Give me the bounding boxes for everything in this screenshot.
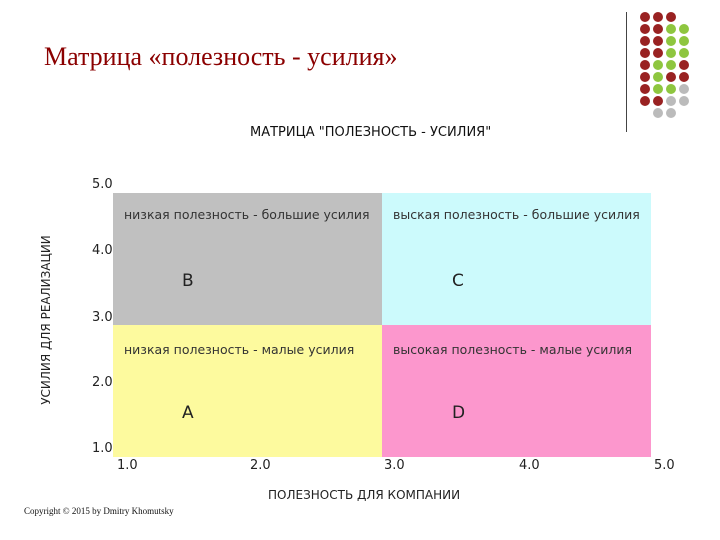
decorative-dot xyxy=(666,36,676,46)
decorative-dot xyxy=(640,48,650,58)
x-tick-label: 3.0 xyxy=(384,458,405,473)
decorative-dot xyxy=(666,72,676,82)
decorative-dot xyxy=(640,60,650,70)
decorative-dot xyxy=(653,48,663,58)
y-tick-label: 5.0 xyxy=(92,177,113,192)
decorative-dot xyxy=(666,60,676,70)
y-tick-label: 1.0 xyxy=(92,441,113,456)
decorative-dot xyxy=(679,84,689,94)
x-tick-label: 4.0 xyxy=(519,458,540,473)
x-axis-label: ПОЛЕЗНОСТЬ ДЛЯ КОМПАНИИ xyxy=(268,488,461,502)
y-tick-label: 2.0 xyxy=(92,375,113,390)
quadrant-a-letter: A xyxy=(182,403,194,423)
y-tick-label: 3.0 xyxy=(92,310,113,325)
decorative-dot xyxy=(653,36,663,46)
x-tick-label: 2.0 xyxy=(250,458,271,473)
slide-title: Матрица «полезность - усилия» xyxy=(44,42,398,71)
decorative-dot xyxy=(679,60,689,70)
decorative-dot xyxy=(679,72,689,82)
quadrant-c-letter: C xyxy=(452,271,464,291)
decorative-dot xyxy=(640,72,650,82)
decorative-dot xyxy=(679,36,689,46)
decorative-dot xyxy=(666,84,676,94)
decorative-dot xyxy=(640,96,650,106)
decorative-dot xyxy=(653,108,663,118)
x-tick-label: 5.0 xyxy=(654,458,675,473)
decorative-dot xyxy=(679,96,689,106)
chart-title: МАТРИЦА "ПОЛЕЗНОСТЬ - УСИЛИЯ" xyxy=(250,125,492,140)
quadrant-c-label: выская полезность - большие усилия xyxy=(393,207,640,222)
decorative-dot xyxy=(666,96,676,106)
decorative-dot xyxy=(640,24,650,34)
decorative-dot xyxy=(666,108,676,118)
decorative-dot xyxy=(653,24,663,34)
decorative-dot xyxy=(653,96,663,106)
quadrant-d-label: высокая полезность - малые усилия xyxy=(393,342,633,357)
decorative-dot xyxy=(640,84,650,94)
quadrant-a-label: низкая полезность - малые усилия xyxy=(124,342,355,357)
y-axis-label: УСИЛИЯ ДЛЯ РЕАЛИЗАЦИИ xyxy=(39,235,53,405)
vertical-divider xyxy=(626,12,627,132)
decorative-dot xyxy=(666,48,676,58)
copyright-text: Copyright © 2015 by Dmitry Khomutsky xyxy=(24,506,174,516)
decorative-dot xyxy=(653,60,663,70)
y-tick-label: 4.0 xyxy=(92,243,113,258)
x-tick-label: 1.0 xyxy=(117,458,138,473)
quadrant-b-letter: B xyxy=(182,271,194,291)
quadrant-b-label: низкая полезность - большие усилия xyxy=(124,207,370,222)
decorative-dot xyxy=(666,12,676,22)
decorative-dot xyxy=(653,72,663,82)
decorative-dot xyxy=(640,12,650,22)
decorative-dot xyxy=(653,84,663,94)
decorative-dot xyxy=(679,48,689,58)
quadrant-d-letter: D xyxy=(452,403,466,423)
decorative-dot xyxy=(666,24,676,34)
decorative-dot xyxy=(679,24,689,34)
decorative-dot xyxy=(640,36,650,46)
decorative-dot-grid xyxy=(640,12,710,122)
decorative-dot xyxy=(653,12,663,22)
